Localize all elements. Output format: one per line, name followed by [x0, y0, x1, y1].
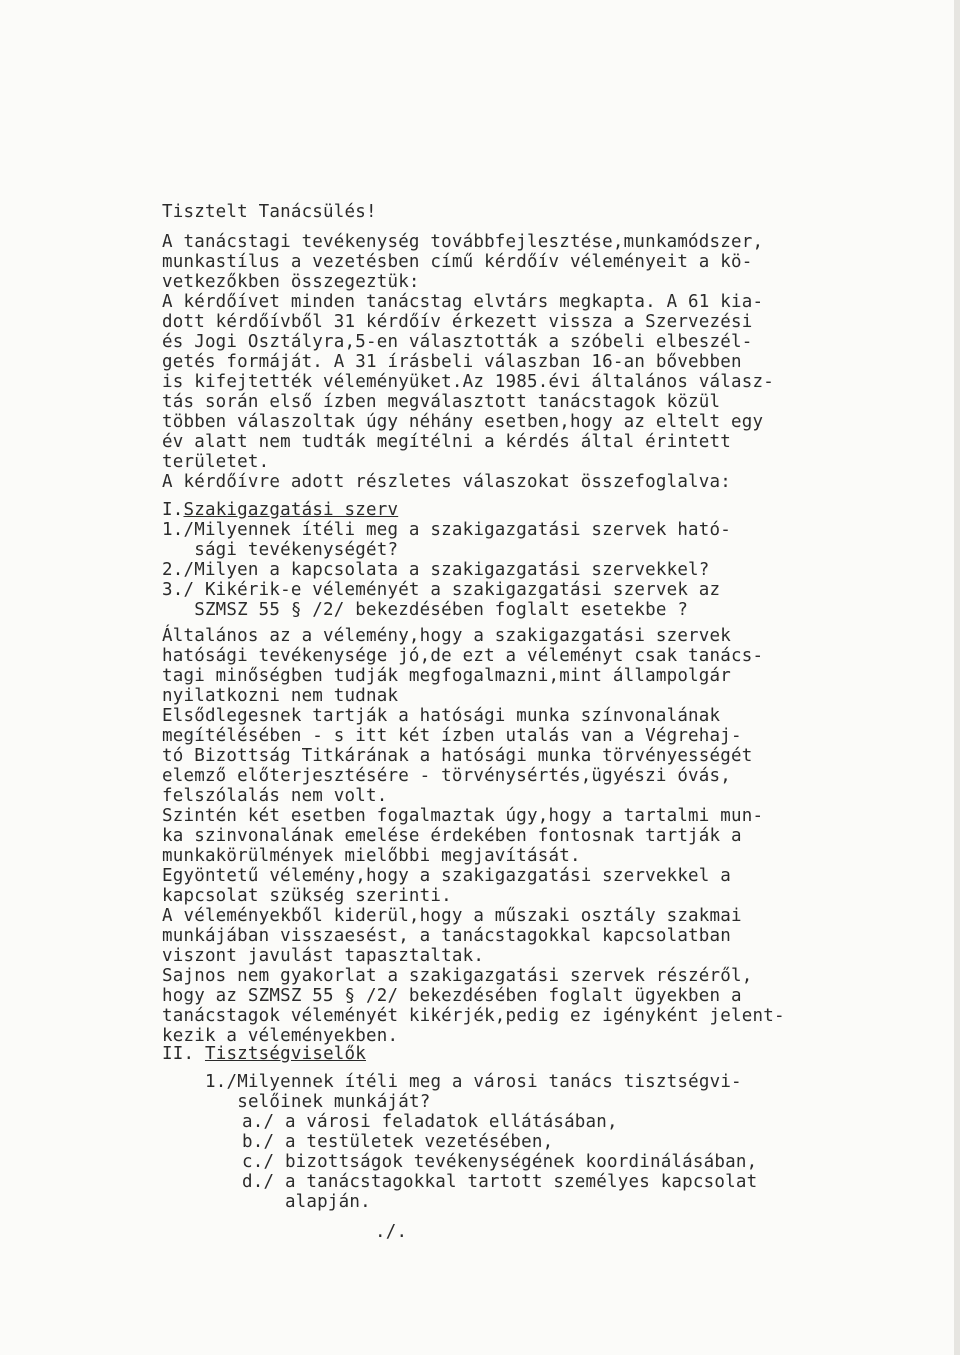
- answer-line: Elsődlegesnek tartják a hatósági munka színvonalának: [162, 706, 721, 726]
- intro-line: dott kérdőívből 31 kérdőív érkezett vissza a Szervezési: [162, 312, 753, 332]
- answer-line: Egyöntetű vélemény,hogy a szakigazgatási szervekkel a: [162, 866, 732, 886]
- section2-heading: [162, 1044, 366, 1064]
- section2-subitem: a./ a városi feladatok ellátásában,: [242, 1112, 618, 1132]
- answer-line: tagi minőségben tudják megfogalmazni,mint állampolgár: [162, 666, 732, 686]
- answer-line: ka szinvonalának emelése érdekében fontosnak tartják a: [162, 826, 742, 846]
- answer-line: munkájában visszaesést, a tanácstagokkal kapcsolatban: [162, 926, 732, 946]
- intro-line: munkastílus a vezetésben című kérdőív véleményeit a kö-: [162, 252, 753, 272]
- section1-title: Szakigazgatási szerv: [183, 500, 399, 520]
- section1-question: sági tevékenységét?: [162, 540, 399, 560]
- intro-line: getés formáját. A 31 írásbeli válaszban 16-an bővebben: [162, 352, 742, 372]
- section2-title: Tisztségviselők: [204, 1044, 367, 1064]
- intro-line: A kérdőívet minden tanácstag elvtárs megkapta. A 61 kia-: [162, 292, 764, 312]
- answer-line: nyilatkozni nem tudnak: [162, 686, 399, 706]
- intro-line: és Jogi Osztályra,5-en választották a szóbeli elbeszél-: [162, 332, 753, 352]
- section1-question: SZMSZ 55 § /2/ bekezdésében foglalt esetekbe ?: [162, 600, 689, 620]
- answer-line: megítélésében - s itt két ízben utalás van a Végrehaj-: [162, 726, 742, 746]
- answer-line: viszont javulást tapasztaltak.: [162, 946, 485, 966]
- answer-line: tanácstagok véleményét kikérjék,pedig ez igényként jelent-: [162, 1006, 785, 1026]
- section1-question: 3./ Kikérik-e véleményét a szakigazgatási szervek az: [162, 580, 721, 600]
- section1-question: 1./Milyennek ítéli meg a szakigazgatási szervek ható-: [162, 520, 732, 540]
- answer-line: Sajnos nem gyakorlat a szakigazgatási szervek részéről,: [162, 966, 753, 986]
- answer-line: Szintén két esetben fogalmaztak úgy,hogy a tartalmi mun-: [162, 806, 764, 826]
- answer-line: kapcsolat szükség szerinti.: [162, 886, 452, 906]
- intro-line: többen válaszoltak úgy néhány esetben,hogy az eltelt egy: [162, 412, 764, 432]
- intro-line: területet.: [162, 452, 270, 472]
- section2-number: II.: [162, 1044, 195, 1064]
- intro-line: A kérdőívre adott részletes válaszokat összefoglalva:: [162, 472, 732, 492]
- section2-subitem: c./ bizottságok tevékenységének koordinálásában,: [242, 1152, 758, 1172]
- section2-subitem: d./ a tanácstagokkal tartott személyes kapcsolat: [242, 1172, 758, 1192]
- answer-line: felszólalás nem volt.: [162, 786, 388, 806]
- section2-subitem: b./ a testületek vezetésében,: [242, 1132, 554, 1152]
- answer-line: hogy az SZMSZ 55 § /2/ bekezdésében foglalt ügyekben a: [162, 986, 742, 1006]
- intro-line: év alatt nem tudták megítélni a kérdés által érintett: [162, 432, 732, 452]
- answer-line: munkakörülmények mielőbbi megjavítását.: [162, 846, 581, 866]
- section2-question: 1./Milyennek ítéli meg a városi tanács tisztségvi-: [205, 1072, 742, 1092]
- answer-line: tó Bizottság Titkárának a hatósági munka törvényességét: [162, 746, 753, 766]
- intro-line: is kifejtették véleményüket.Az 1985.évi általános válasz-: [162, 372, 774, 392]
- intro-line: A tanácstagi tevékenység továbbfejlesztése,munkamódszer,: [162, 232, 764, 252]
- intro-line: vetkezőkben összegeztük:: [162, 272, 420, 292]
- section1-heading: [162, 500, 398, 520]
- greeting: Tisztelt Tanácsülés!: [162, 202, 377, 222]
- answer-line: kezik a véleményekben.: [162, 1026, 399, 1046]
- answer-line: hatósági tevékenysége jó,de ezt a véleményt csak tanács-: [162, 646, 764, 666]
- answer-line: elemző előterjesztésére - törvénysértés,ügyészi óvás,: [162, 766, 732, 786]
- answer-line: Általános az a vélemény,hogy a szakigazgatási szervek: [162, 626, 732, 646]
- continuation-mark: ./.: [375, 1222, 408, 1242]
- answer-line: A véleményekből kiderül,hogy a műszaki osztály szakmai: [162, 906, 742, 926]
- section2-question: selőinek munkáját?: [205, 1092, 431, 1112]
- section1-question: 2./Milyen a kapcsolata a szakigazgatási szervekkel?: [162, 560, 710, 580]
- intro-line: tás során első ízben megválasztott tanácstagok közül: [162, 392, 721, 412]
- section1-number: I.: [162, 500, 184, 520]
- section2-subitem: alapján.: [242, 1192, 371, 1212]
